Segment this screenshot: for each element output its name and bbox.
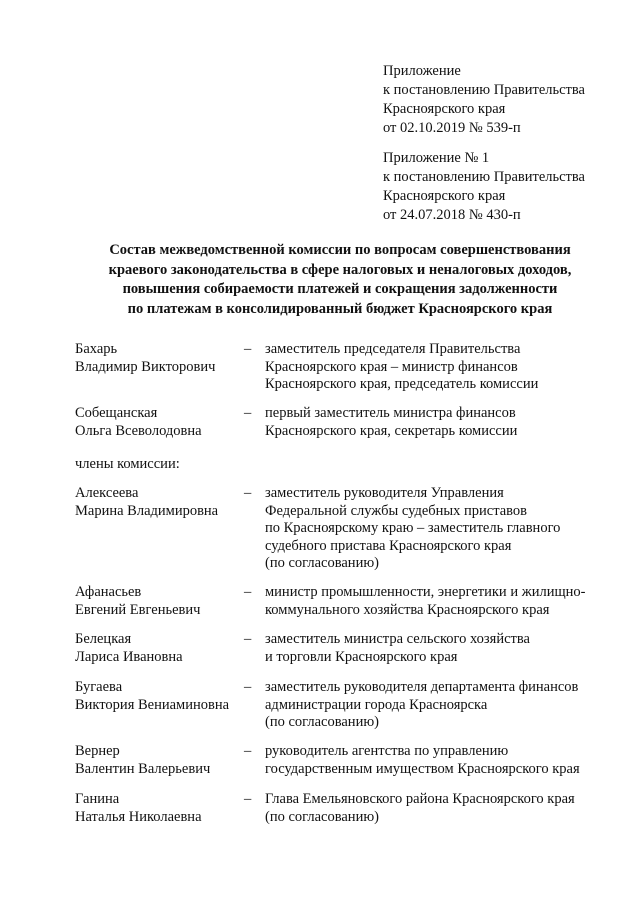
role-line: (по согласованию) xyxy=(265,555,379,571)
member-given-name: Евгений Евгеньевич xyxy=(75,601,201,618)
member-role xyxy=(265,584,615,619)
role-line: (по согласованию) xyxy=(265,808,379,825)
dash-separator: – xyxy=(244,791,252,807)
appendix-no1-line: от 24.07.2018 № 430-п xyxy=(383,207,521,223)
role-line: судебного пристава Красноярского края xyxy=(265,537,512,554)
role-line: и торговли Красноярского края xyxy=(265,648,458,665)
role-line: Красноярского края – министр финансов xyxy=(265,358,518,375)
member-given-name: Виктория Вениаминовна xyxy=(75,696,230,713)
appendix-no1-line: Красноярского края xyxy=(383,188,506,204)
member-name xyxy=(75,743,235,778)
member-surname: Белецкая xyxy=(75,631,132,647)
dash-separator: – xyxy=(244,679,252,695)
appendix-line: Красноярского края xyxy=(383,101,506,117)
member-role xyxy=(265,679,615,732)
member-role xyxy=(265,341,615,394)
appendix-no1-header xyxy=(383,149,585,225)
member-name xyxy=(75,679,235,714)
member-name xyxy=(75,584,235,619)
role-line: министр промышленности, энергетики и жилищно- xyxy=(265,584,586,600)
dash-separator: – xyxy=(244,584,252,600)
role-line: руководитель агентства по управлению xyxy=(265,743,509,759)
member-name xyxy=(75,405,235,440)
role-line: по Красноярскому краю – заместитель главного xyxy=(265,520,561,536)
role-line: заместитель министра сельского хозяйства xyxy=(265,631,530,647)
role-line: Красноярского края, председатель комиссии xyxy=(265,376,539,392)
role-line: заместитель руководителя департамента финансов xyxy=(265,679,579,695)
title-line: по платежам в консолидированный бюджет Красноярского края xyxy=(127,300,553,317)
appendix-line: Приложение xyxy=(383,63,461,79)
member-surname: Бугаева xyxy=(75,679,123,695)
member-role xyxy=(265,743,615,778)
role-line: администрации города Красноярска xyxy=(265,696,488,713)
appendix-no1-line: к постановлению Правительства xyxy=(383,169,585,185)
appendix-line: от 02.10.2019 № 539-п xyxy=(383,120,521,136)
role-line: коммунального хозяйства Красноярского края xyxy=(265,601,550,618)
member-given-name: Валентин Валерьевич xyxy=(75,760,211,777)
member-name xyxy=(75,485,235,520)
member-surname: Афанасьев xyxy=(75,584,142,600)
dash-separator: – xyxy=(244,631,252,647)
title-line: Состав межведомственной комиссии по вопросам совершенствования xyxy=(109,242,571,258)
dash-separator: – xyxy=(244,405,252,421)
role-line: Федеральной службы судебных приставов xyxy=(265,502,528,519)
title-line: повышения собираемости платежей и сокращения задолженности xyxy=(122,281,558,297)
member-role xyxy=(265,405,615,440)
role-line: Красноярского края, секретарь комиссии xyxy=(265,422,518,439)
role-line: (по согласованию) xyxy=(265,714,379,730)
role-line: заместитель председателя Правительства xyxy=(265,341,521,357)
role-line: заместитель руководителя Управления xyxy=(265,485,504,501)
document-title xyxy=(60,241,620,319)
appendix-no1-line: Приложение № 1 xyxy=(383,150,490,166)
member-given-name: Владимир Викторович xyxy=(75,358,216,375)
dash-separator: – xyxy=(244,743,252,759)
member-given-name: Наталья Николаевна xyxy=(75,808,202,825)
role-line: первый заместитель министра финансов xyxy=(265,405,516,421)
member-surname: Алексеева xyxy=(75,485,139,501)
title-line: краевого законодательства в сфере налоговых и неналоговых доходов, xyxy=(108,261,572,278)
role-line: государственным имуществом Красноярского края xyxy=(265,760,580,777)
members-label: члены комиссии: xyxy=(75,456,180,472)
appendix-line: к постановлению Правительства xyxy=(383,82,585,98)
member-surname: Ганина xyxy=(75,791,120,807)
member-name xyxy=(75,631,235,666)
member-role xyxy=(265,791,615,826)
member-given-name: Марина Владимировна xyxy=(75,502,219,519)
member-given-name: Лариса Ивановна xyxy=(75,648,183,665)
appendix-header xyxy=(383,62,585,138)
dash-separator: – xyxy=(244,341,252,357)
member-name xyxy=(75,791,235,826)
member-name xyxy=(75,341,235,376)
member-role xyxy=(265,631,615,666)
member-given-name: Ольга Всеволодовна xyxy=(75,422,202,439)
member-surname: Вернер xyxy=(75,743,120,759)
role-line: Глава Емельяновского района Красноярского края xyxy=(265,791,575,807)
member-role xyxy=(265,485,615,573)
member-surname: Бахарь xyxy=(75,341,118,357)
dash-separator: – xyxy=(244,485,252,501)
member-surname: Собещанская xyxy=(75,405,158,421)
